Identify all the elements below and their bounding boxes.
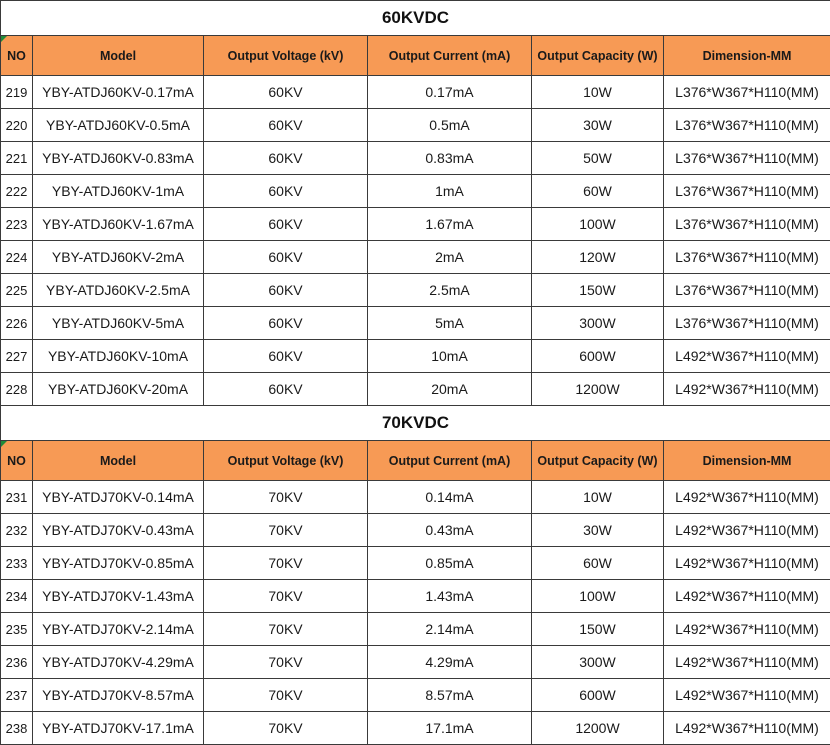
- cell-model: YBY-ATDJ60KV-1.67mA: [33, 208, 204, 241]
- cell-no: 237: [1, 679, 33, 712]
- cell-model: YBY-ATDJ60KV-20mA: [33, 373, 204, 406]
- cell-model: YBY-ATDJ70KV-0.14mA: [33, 481, 204, 514]
- cell-no: 234: [1, 580, 33, 613]
- column-header-current: Output Current (mA): [368, 36, 532, 76]
- table-row: [1, 274, 830, 307]
- table-row: [1, 613, 830, 646]
- cell-dimension: L376*W367*H110(MM): [664, 142, 830, 175]
- cell-capacity: 300W: [532, 646, 664, 679]
- table-row: [1, 142, 830, 175]
- cell-current: 8.57mA: [368, 679, 532, 712]
- column-header-capacity: Output Capacity (W): [532, 441, 664, 481]
- cell-no: 219: [1, 76, 33, 109]
- cell-capacity: 300W: [532, 307, 664, 340]
- cell-dimension: L492*W367*H110(MM): [664, 340, 830, 373]
- cell-voltage: 70KV: [204, 547, 368, 580]
- cell-dimension: L376*W367*H110(MM): [664, 274, 830, 307]
- spec-table-body: [1, 1, 830, 745]
- cell-capacity: 600W: [532, 679, 664, 712]
- cell-current: 0.14mA: [368, 481, 532, 514]
- cell-capacity: 50W: [532, 142, 664, 175]
- cell-no: 222: [1, 175, 33, 208]
- cell-voltage: 70KV: [204, 481, 368, 514]
- cell-dimension: L492*W367*H110(MM): [664, 373, 830, 406]
- cell-current: 0.5mA: [368, 109, 532, 142]
- cell-no: 231: [1, 481, 33, 514]
- table-row: [1, 712, 830, 745]
- cell-current: 5mA: [368, 307, 532, 340]
- cell-no: 225: [1, 274, 33, 307]
- cell-voltage: 60KV: [204, 241, 368, 274]
- cell-current: 1mA: [368, 175, 532, 208]
- table-row: [1, 340, 830, 373]
- cell-capacity: 100W: [532, 208, 664, 241]
- cell-no: 232: [1, 514, 33, 547]
- column-header-no: NO: [1, 441, 33, 481]
- cell-capacity: 10W: [532, 76, 664, 109]
- cell-model: YBY-ATDJ70KV-0.43mA: [33, 514, 204, 547]
- cell-dimension: L492*W367*H110(MM): [664, 679, 830, 712]
- cell-model: YBY-ATDJ60KV-2.5mA: [33, 274, 204, 307]
- cell-current: 20mA: [368, 373, 532, 406]
- cell-capacity: 150W: [532, 274, 664, 307]
- cell-dimension: L492*W367*H110(MM): [664, 481, 830, 514]
- column-header-row: [1, 36, 830, 76]
- cell-dimension: L492*W367*H110(MM): [664, 514, 830, 547]
- cell-capacity: 150W: [532, 613, 664, 646]
- cell-capacity: 100W: [532, 580, 664, 613]
- cell-dimension: L376*W367*H110(MM): [664, 76, 830, 109]
- table-row: [1, 76, 830, 109]
- section-title: 60KVDC: [1, 1, 830, 36]
- cell-no: 238: [1, 712, 33, 745]
- table-row: [1, 646, 830, 679]
- cell-no: 227: [1, 340, 33, 373]
- cell-capacity: 30W: [532, 109, 664, 142]
- column-header-row: [1, 441, 830, 481]
- cell-model: YBY-ATDJ70KV-17.1mA: [33, 712, 204, 745]
- table-row: [1, 307, 830, 340]
- table-row: [1, 580, 830, 613]
- cell-current: 0.43mA: [368, 514, 532, 547]
- column-header-current: Output Current (mA): [368, 441, 532, 481]
- cell-model: YBY-ATDJ60KV-2mA: [33, 241, 204, 274]
- cell-current: 0.17mA: [368, 76, 532, 109]
- column-header-dimension: Dimension-MM: [664, 441, 830, 481]
- cell-dimension: L492*W367*H110(MM): [664, 580, 830, 613]
- cell-current: 10mA: [368, 340, 532, 373]
- cell-dimension: L492*W367*H110(MM): [664, 547, 830, 580]
- cell-voltage: 60KV: [204, 208, 368, 241]
- cell-dimension: L376*W367*H110(MM): [664, 241, 830, 274]
- cell-model: YBY-ATDJ60KV-10mA: [33, 340, 204, 373]
- cell-voltage: 70KV: [204, 646, 368, 679]
- cell-capacity: 1200W: [532, 373, 664, 406]
- table-row: [1, 373, 830, 406]
- cell-dimension: L376*W367*H110(MM): [664, 208, 830, 241]
- cell-no: 220: [1, 109, 33, 142]
- cell-capacity: 10W: [532, 481, 664, 514]
- table-row: [1, 514, 830, 547]
- cell-model: YBY-ATDJ60KV-5mA: [33, 307, 204, 340]
- cell-capacity: 30W: [532, 514, 664, 547]
- cell-voltage: 70KV: [204, 613, 368, 646]
- cell-current: 4.29mA: [368, 646, 532, 679]
- cell-voltage: 60KV: [204, 76, 368, 109]
- column-header-voltage: Output Voltage (kV): [204, 441, 368, 481]
- cell-dimension: L492*W367*H110(MM): [664, 646, 830, 679]
- cell-current: 2mA: [368, 241, 532, 274]
- cell-current: 2.5mA: [368, 274, 532, 307]
- column-header-no: NO: [1, 36, 33, 76]
- cell-voltage: 60KV: [204, 274, 368, 307]
- cell-current: 0.83mA: [368, 142, 532, 175]
- cell-model: YBY-ATDJ70KV-0.85mA: [33, 547, 204, 580]
- cell-voltage: 60KV: [204, 373, 368, 406]
- cell-no: 228: [1, 373, 33, 406]
- table-row: [1, 175, 830, 208]
- cell-model: YBY-ATDJ70KV-4.29mA: [33, 646, 204, 679]
- column-header-capacity: Output Capacity (W): [532, 36, 664, 76]
- cell-no: 235: [1, 613, 33, 646]
- cell-capacity: 60W: [532, 175, 664, 208]
- cell-model: YBY-ATDJ60KV-1mA: [33, 175, 204, 208]
- section-title-row: [1, 1, 830, 36]
- table-row: [1, 208, 830, 241]
- cell-dimension: L492*W367*H110(MM): [664, 712, 830, 745]
- cell-voltage: 70KV: [204, 712, 368, 745]
- cell-model: YBY-ATDJ70KV-2.14mA: [33, 613, 204, 646]
- column-header-dimension: Dimension-MM: [664, 36, 830, 76]
- table-row: [1, 241, 830, 274]
- section-title: 70KVDC: [1, 406, 830, 441]
- cell-no: 226: [1, 307, 33, 340]
- cell-voltage: 70KV: [204, 514, 368, 547]
- table-row: [1, 547, 830, 580]
- table-row: [1, 679, 830, 712]
- column-header-model: Model: [33, 441, 204, 481]
- cell-voltage: 60KV: [204, 307, 368, 340]
- cell-voltage: 60KV: [204, 175, 368, 208]
- table-row: [1, 481, 830, 514]
- cell-voltage: 60KV: [204, 109, 368, 142]
- cell-voltage: 70KV: [204, 580, 368, 613]
- cell-voltage: 70KV: [204, 679, 368, 712]
- section-title-row: [1, 406, 830, 441]
- cell-voltage: 60KV: [204, 340, 368, 373]
- cell-capacity: 60W: [532, 547, 664, 580]
- cell-no: 233: [1, 547, 33, 580]
- cell-no: 224: [1, 241, 33, 274]
- cell-current: 17.1mA: [368, 712, 532, 745]
- cell-capacity: 600W: [532, 340, 664, 373]
- cell-model: YBY-ATDJ60KV-0.83mA: [33, 142, 204, 175]
- cell-current: 1.67mA: [368, 208, 532, 241]
- column-header-model: Model: [33, 36, 204, 76]
- cell-current: 1.43mA: [368, 580, 532, 613]
- cell-dimension: L376*W367*H110(MM): [664, 307, 830, 340]
- cell-no: 221: [1, 142, 33, 175]
- cell-dimension: L376*W367*H110(MM): [664, 109, 830, 142]
- cell-voltage: 60KV: [204, 142, 368, 175]
- cell-capacity: 120W: [532, 241, 664, 274]
- cell-model: YBY-ATDJ60KV-0.17mA: [33, 76, 204, 109]
- cell-model: YBY-ATDJ60KV-0.5mA: [33, 109, 204, 142]
- table-row: [1, 109, 830, 142]
- cell-no: 236: [1, 646, 33, 679]
- cell-dimension: L492*W367*H110(MM): [664, 613, 830, 646]
- column-header-voltage: Output Voltage (kV): [204, 36, 368, 76]
- cell-no: 223: [1, 208, 33, 241]
- cell-model: YBY-ATDJ70KV-1.43mA: [33, 580, 204, 613]
- cell-model: YBY-ATDJ70KV-8.57mA: [33, 679, 204, 712]
- cell-current: 2.14mA: [368, 613, 532, 646]
- cell-capacity: 1200W: [532, 712, 664, 745]
- cell-dimension: L376*W367*H110(MM): [664, 175, 830, 208]
- cell-current: 0.85mA: [368, 547, 532, 580]
